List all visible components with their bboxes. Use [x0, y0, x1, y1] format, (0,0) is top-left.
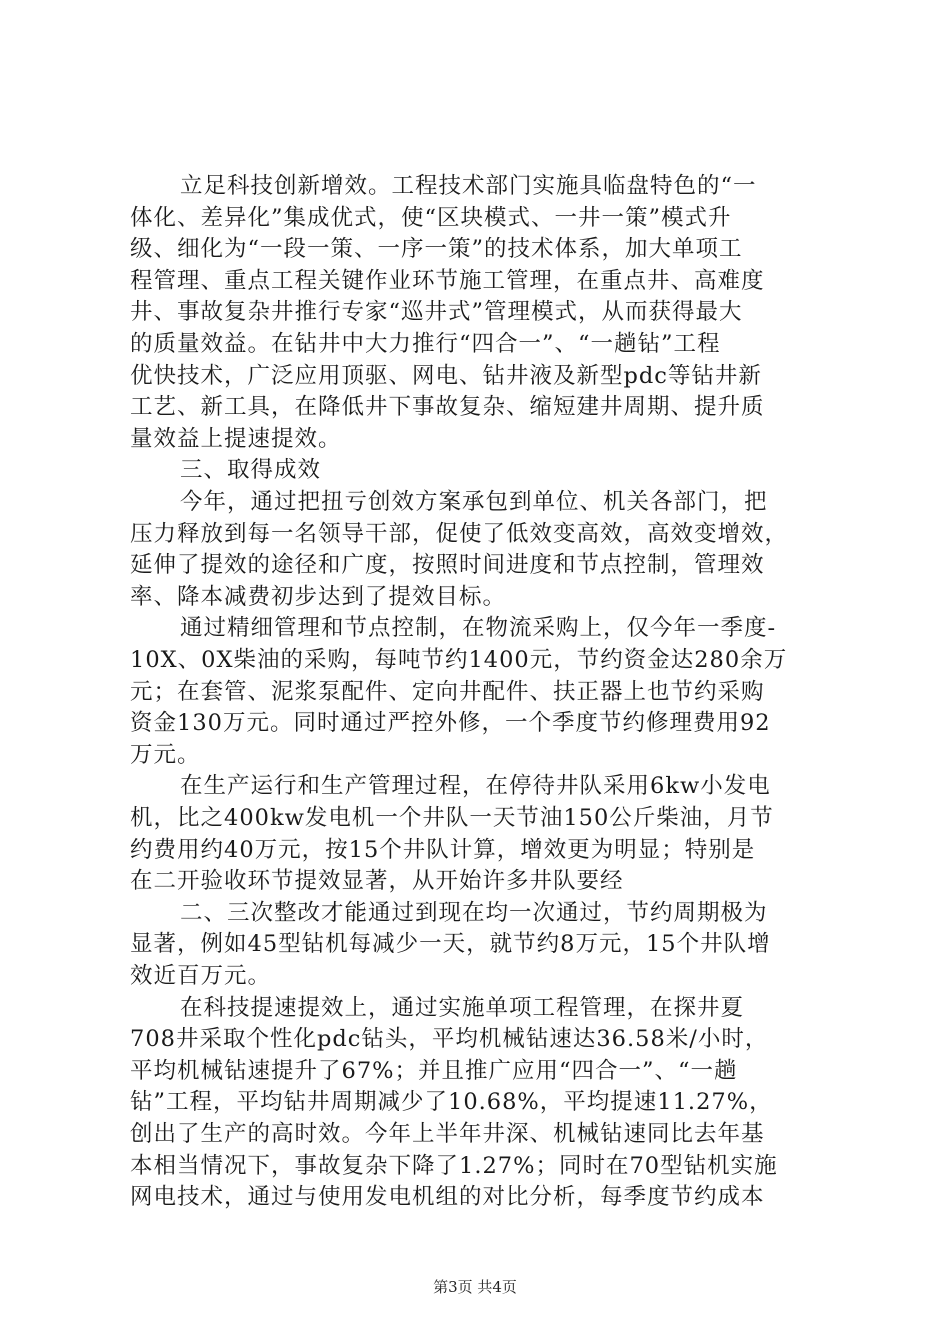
text-line: 约费用约40万元，按15个井队计算，增效更为明显；特别是	[130, 836, 756, 863]
text-line: 元；在套管、泥浆泵配件、定向井配件、扶正器上也节约采购	[130, 678, 765, 705]
text-line: 网电技术，通过与使用发电机组的对比分析，每季度节约成本	[130, 1184, 765, 1211]
text-line: 优快技术，广泛应用顶驱、网电、钻井液及新型pdc等钻井新	[130, 362, 762, 389]
text-line: 立足科技创新增效。工程技术部门实施具临盘特色的“一	[180, 173, 757, 199]
text-line: 在科技提速提效上，通过实施单项工程管理，在探井夏	[180, 994, 745, 1021]
text-line: 10X、0X柴油的采购，每吨节约1400元，节约资金达280余万	[130, 647, 788, 673]
page-number: 第3页 共4页	[433, 1278, 517, 1296]
text-line: 压力释放到每一名领导干部，促使了低效变高效，高效变增效，	[130, 520, 789, 547]
text-line: 在二开验收环节提效显著，从开始许多井队要经	[130, 868, 624, 895]
text-line: 万元。	[130, 741, 201, 768]
text-line: 创出了生产的高时效。今年上半年井深、机械钻速同比去年基	[130, 1121, 765, 1147]
text-line: 延伸了提效的途径和广度，按照时间进度和节点控制，管理效	[130, 552, 765, 579]
text-line: 本相当情况下，事故复杂下降了1.27%；同时在70型钻机实施	[130, 1152, 778, 1179]
text-line: 的质量效益。在钻井中大力推行“四合一”、“一趟钻”工程	[130, 331, 721, 357]
text-line: 井、事故复杂井推行专家“巡井式”管理模式，从而获得最大	[130, 299, 743, 326]
text-line: 平均机械钻速提升了67%；并且推广应用“四合一”、“一趟	[130, 1057, 738, 1084]
text-line: 二、三次整改才能通过到现在均一次通过，节约周期极为	[180, 899, 768, 926]
text-line: 体化、差异化”集成优式，使“区块模式、一井一策”模式升	[130, 204, 732, 231]
text-line: 资金130万元。同时通过严控外修，一个季度节约修理费用92	[130, 710, 771, 737]
text-line: 程管理、重点工程关键作业环节施工管理，在重点井、高难度	[130, 267, 765, 294]
text-line: 级、细化为“一段一策、一序一策”的技术体系，加大单项工	[130, 236, 743, 263]
text-line: 工艺、新工具，在降低井下事故复杂、缩短建井周期、提升质	[130, 394, 765, 421]
text-line: 显著，例如45型钻机每减少一天，就节约8万元，15个井队增	[130, 931, 771, 958]
text-line: 在生产运行和生产管理过程，在停待井队采用6kw小发电	[180, 773, 771, 800]
text-line: 今年，通过把扭亏创效方案承包到单位、机关各部门，把	[180, 489, 768, 515]
section-heading: 三、取得成效	[180, 457, 322, 484]
text-line: 效近百万元。	[130, 963, 272, 989]
text-line: 708井采取个性化pdc钻头，平均机械钻速达36.58米/小时，	[130, 1026, 769, 1053]
text-line: 钻”工程，平均钻井周期减少了10.68%，平均提速11.27%，	[130, 1089, 773, 1116]
text-line: 通过精细管理和节点控制，在物流采购上，仅今年一季度-	[180, 615, 777, 642]
text-line: 机，比之400kw发电机一个井队一天节油150公斤柴油，月节	[130, 805, 774, 831]
text-line: 率、降本减费初步达到了提效目标。	[130, 583, 507, 610]
text-line: 量效益上提速提效。	[130, 425, 342, 452]
